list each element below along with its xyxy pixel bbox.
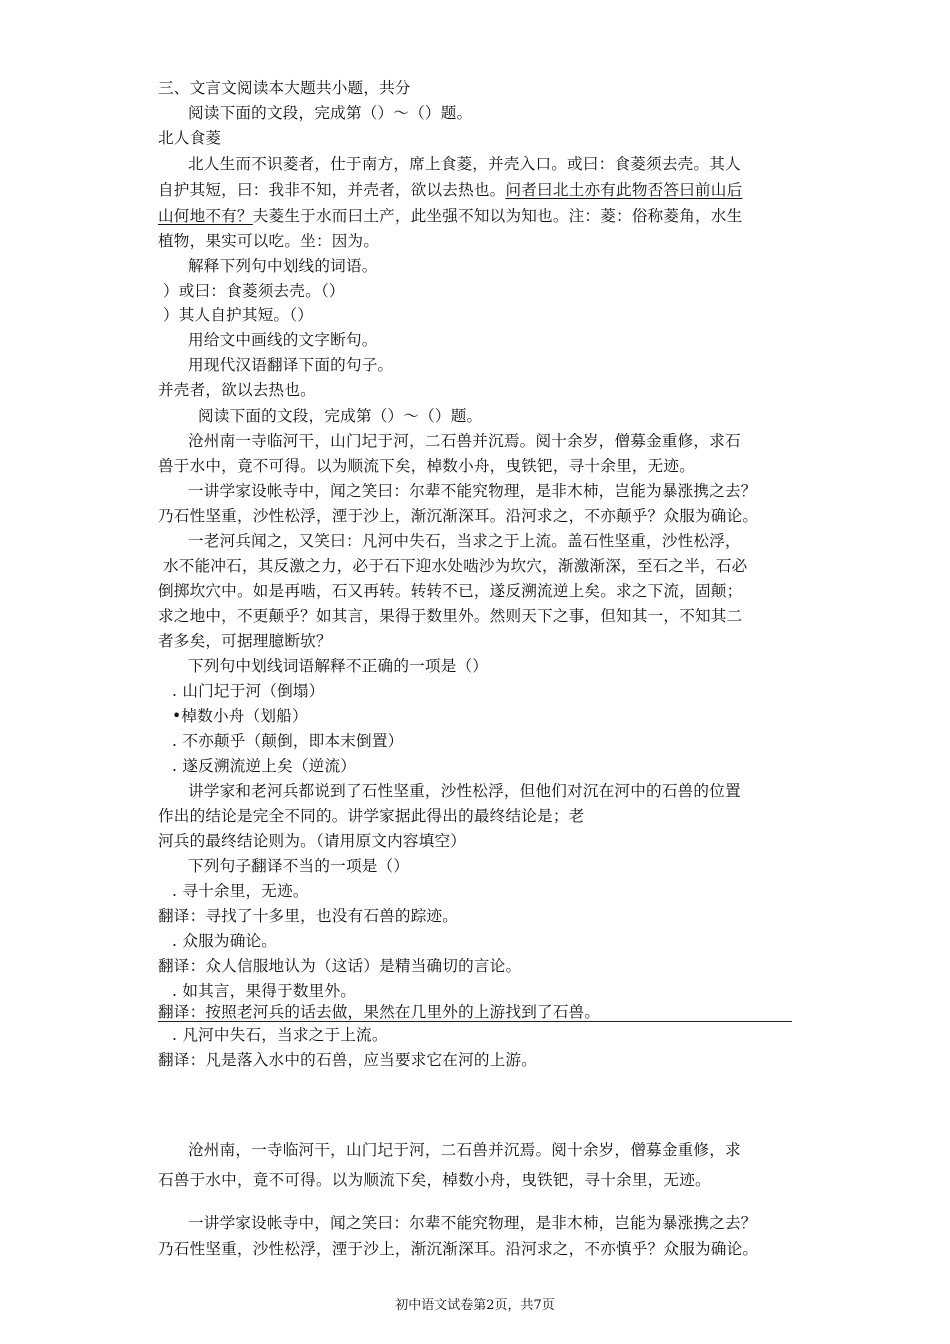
page-footer: 初中语文试卷第2页，共7页 [395, 1298, 555, 1313]
underlined-text: 山何地不有？ [158, 207, 253, 225]
question-line: 下列句子翻译不当的一项是（） [188, 857, 410, 875]
passage-line: 求之地中，不更颠乎？如其言，果得于数里外。然则天下之事，但知其一，不知其二 [158, 607, 743, 625]
underlined-text: 问者曰北土亦有此物否答曰前山后 [505, 181, 743, 199]
section-heading: 三、文言文阅读本大题共小题，共分 [158, 79, 411, 97]
passage-line: 植物，果实可以吃。坐：因为。 [158, 232, 380, 250]
question-line: 河兵的最终结论则为。（请用原文内容填空） [158, 832, 467, 850]
question-line: 作出的结论是完全不同的。讲学家据此得出的最终结论是；老 [158, 807, 585, 825]
option-line: . 寻十余里，无迹。 [172, 882, 309, 900]
question-line: ）或曰：食菱须去壳。（） [163, 282, 345, 300]
horizontal-rule [158, 1021, 792, 1022]
question-line: 用给文中画线的文字断句。 [188, 331, 378, 349]
passage-line: 北人生而不识菱者，仕于南方，席上食菱，并壳入口。或曰：食菱须去壳。其人 [188, 155, 741, 173]
option-line: . 不亦颠乎（颠倒，即本末倒置） [172, 732, 404, 750]
passage-line: 沧州南一寺临河干，山门圮于河，二石兽并沉焉。阅十余岁，僧募金重修，求石 [188, 432, 741, 450]
option-line: •棹数小舟（划船） [172, 707, 308, 725]
question-line: 讲学家和老河兵都说到了石性坚重，沙性松浮，但他们对沉在河中的石兽的位置 [188, 782, 741, 800]
option-translation: 翻译：众人信服地认为（这话）是精当确切的言论。 [158, 957, 522, 975]
passage-line: 一讲学家设帐寺中，闻之笑曰：尔辈不能究物理，是非木杮，岂能为暴涨携之去？ [188, 1214, 757, 1232]
passage-line: 一老河兵闻之，又笑曰：凡河中失石，当求之于上流。盖石性坚重，沙性松浮， [188, 532, 741, 550]
question-line: 解释下列句中划线的词语。 [188, 257, 378, 275]
question-line: 下列句中划线词语解释不正确的一项是（） [188, 657, 489, 675]
question-line: 并壳者，欲以去热也。 [158, 381, 316, 399]
passage-line: 自护其短，曰：我非不知，并壳者，欲以去热也。问者曰北土亦有此物否答曰前山后 [158, 181, 743, 199]
passage-line: 者多矣，可据理臆断欤？ [158, 632, 332, 650]
passage-line: 水不能冲石，其反激之力，必于石下迎水处啮沙为坎穴，渐激渐深，至石之半，石必 [163, 557, 748, 575]
passage-line: 一讲学家设帐寺中，闻之笑曰：尔辈不能究物理，是非木杮，岂能为暴涨携之去？ [188, 482, 757, 500]
option-line: . 遂反溯流逆上矣（逆流） [172, 757, 357, 775]
passage-line: 乃石性坚重，沙性松浮，湮于沙上，渐沉渐深耳。沿河求之，不亦颠乎？众服为确论。 [158, 507, 759, 525]
passage-line: 乃石性坚重，沙性松浮，湮于沙上，渐沉渐深耳。沿河求之，不亦慎乎？众服为确论。 [158, 1240, 759, 1258]
option-line: . 众服为确论。 [172, 932, 278, 950]
option-translation: 翻译：寻找了十多里，也没有石兽的踪迹。 [158, 907, 459, 925]
instruction-line: 阅读下面的文段，完成第（）〜（）题。 [188, 104, 473, 122]
option-translation: 翻译：凡是落入水中的石兽，应当要求它在河的上游。 [158, 1051, 538, 1069]
passage-line: 倒掷坎穴中。如是再啮，石又再转。转转不已，遂反溯流逆上矣。求之下流，固颠； [158, 582, 743, 600]
question-line: 用现代汉语翻译下面的句子。 [188, 356, 394, 374]
passage-line: 兽于水中，竟不可得。以为顺流下矣，棹数小舟，曳铁钯，寻十余里，无迹。 [158, 457, 695, 475]
option-translation: 翻译：按照老河兵的话去做，果然在几里外的上游找到了石兽。 [158, 1003, 601, 1021]
option-line: . 凡河中失石，当求之于上流。 [172, 1026, 388, 1044]
instruction-line: 阅读下面的文段，完成第（）〜（）题。 [198, 407, 483, 425]
passage-line: 石兽于水中，竟不可得。以为顺流下矣，棹数小舟，曳铁钯，寻十余里，无迹。 [158, 1171, 711, 1189]
question-line: ）其人自护其短。（） [163, 306, 314, 324]
option-line: . 山门圮于河（倒塌） [172, 682, 325, 700]
passage-title: 北人食菱 [158, 129, 222, 147]
passage-line: 山何地不有？夫菱生于水而曰土产，此坐强不知以为知也。注：菱：俗称菱角，水生 [158, 207, 743, 225]
option-line: . 如其言，果得于数里外。 [172, 982, 357, 1000]
passage-line: 沧州南，一寺临河干，山门圮于河，二石兽并沉焉。阅十余岁，僧募金重修，求 [188, 1141, 741, 1159]
